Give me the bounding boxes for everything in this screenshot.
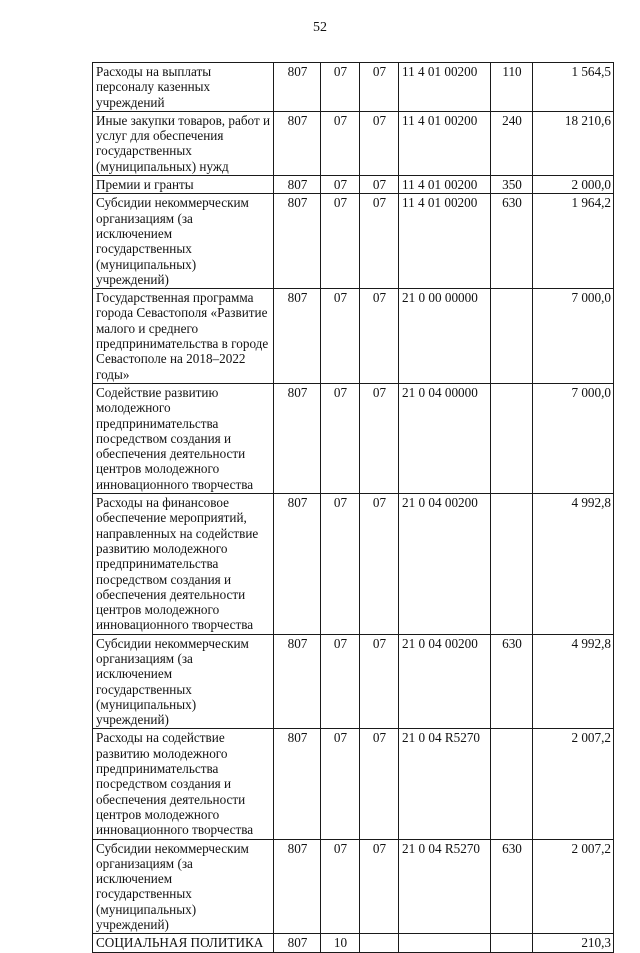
row-name: Содействие развитию молодежного предпринимательства посредством создания и обеспечения деятельности центров молодежного инновационного творчества: [93, 383, 274, 493]
budget-table: [92, 62, 614, 953]
row-vr: 350: [491, 176, 533, 194]
table-row: [93, 494, 614, 635]
row-amount: 4 992,8: [533, 634, 614, 729]
row-pr: 07: [360, 494, 399, 635]
row-csr: 21 0 04 00200: [399, 634, 491, 729]
row-pr: 07: [360, 383, 399, 493]
row-amount: 4 992,8: [533, 494, 614, 635]
row-ved: 807: [274, 383, 321, 493]
row-rz: 07: [321, 176, 360, 194]
row-rz: 07: [321, 383, 360, 493]
row-rz: 07: [321, 289, 360, 384]
table-row: [93, 839, 614, 934]
row-rz: 07: [321, 839, 360, 934]
row-vr: 630: [491, 839, 533, 934]
row-vr: [491, 934, 533, 952]
row-pr: 07: [360, 729, 399, 839]
row-csr: 21 0 04 00200: [399, 494, 491, 635]
row-csr: 21 0 04 00000: [399, 383, 491, 493]
row-name: Субсидии некоммерческим организациям (за исключением государственных (муниципальных) учреждений): [93, 839, 274, 934]
row-amount: 18 210,6: [533, 111, 614, 175]
row-name: Иные закупки товаров, работ и услуг для обеспечения государственных (муниципальных) нужд: [93, 111, 274, 175]
row-amount: 7 000,0: [533, 383, 614, 493]
row-name: Премии и гранты: [93, 176, 274, 194]
row-csr: 11 4 01 00200: [399, 194, 491, 289]
row-pr: 07: [360, 194, 399, 289]
page-number: 52: [313, 20, 327, 35]
row-name: Государственная программа города Севастополя «Развитие малого и среднего предпринимательства в городе Севастополе на 2018–2022 годы»: [93, 289, 274, 384]
row-rz: 07: [321, 111, 360, 175]
row-pr: 07: [360, 289, 399, 384]
row-amount: 1 964,2: [533, 194, 614, 289]
table-row: [93, 194, 614, 289]
row-name: Расходы на финансовое обеспечение мероприятий, направленных на содействие развитию молодежного предпринимательства посредством создания и обеспечения деятельности центров молодежного инновационного творчества: [93, 494, 274, 635]
row-ved: 807: [274, 63, 321, 112]
row-pr: [360, 934, 399, 952]
row-vr: 110: [491, 63, 533, 112]
row-pr: 07: [360, 839, 399, 934]
row-name: Расходы на выплаты персоналу казенных учреждений: [93, 63, 274, 112]
row-ved: 807: [274, 729, 321, 839]
row-name: Субсидии некоммерческим организациям (за исключением государственных (муниципальных) учреждений): [93, 634, 274, 729]
row-csr: [399, 934, 491, 952]
row-rz: 07: [321, 634, 360, 729]
row-amount: 2 007,2: [533, 839, 614, 934]
table-row: [93, 289, 614, 384]
table-row: [93, 729, 614, 839]
row-vr: 240: [491, 111, 533, 175]
table-row: [93, 176, 614, 194]
row-amount: 1 564,5: [533, 63, 614, 112]
row-csr: 11 4 01 00200: [399, 111, 491, 175]
row-ved: 807: [274, 111, 321, 175]
row-amount: 2 000,0: [533, 176, 614, 194]
row-vr: [491, 289, 533, 384]
row-vr: 630: [491, 634, 533, 729]
row-csr: 21 0 00 00000: [399, 289, 491, 384]
row-name: СОЦИАЛЬНАЯ ПОЛИТИКА: [93, 934, 274, 952]
row-vr: [491, 383, 533, 493]
row-vr: [491, 729, 533, 839]
table-row: [93, 383, 614, 493]
row-name: Субсидии некоммерческим организациям (за исключением государственных (муниципальных) учреждений): [93, 194, 274, 289]
row-ved: 807: [274, 289, 321, 384]
row-pr: 07: [360, 63, 399, 112]
row-pr: 07: [360, 634, 399, 729]
row-ved: 807: [274, 934, 321, 952]
row-ved: 807: [274, 494, 321, 635]
row-ved: 807: [274, 176, 321, 194]
row-vr: [491, 494, 533, 635]
table-row: [93, 934, 614, 952]
row-rz: 07: [321, 63, 360, 112]
row-rz: 07: [321, 194, 360, 289]
row-amount: 7 000,0: [533, 289, 614, 384]
row-name: Расходы на содействие развитию молодежного предпринимательства посредством создания и обеспечения деятельности центров молодежного инновационного творчества: [93, 729, 274, 839]
row-pr: 07: [360, 176, 399, 194]
row-csr: 21 0 04 R5270: [399, 839, 491, 934]
row-csr: 11 4 01 00200: [399, 176, 491, 194]
table-row: [93, 63, 614, 112]
row-rz: 07: [321, 494, 360, 635]
table-row: [93, 111, 614, 175]
row-ved: 807: [274, 194, 321, 289]
row-vr: 630: [491, 194, 533, 289]
row-ved: 807: [274, 634, 321, 729]
row-csr: 21 0 04 R5270: [399, 729, 491, 839]
row-rz: 10: [321, 934, 360, 952]
row-rz: 07: [321, 729, 360, 839]
table-row: [93, 634, 614, 729]
row-pr: 07: [360, 111, 399, 175]
row-ved: 807: [274, 839, 321, 934]
row-csr: 11 4 01 00200: [399, 63, 491, 112]
row-amount: 2 007,2: [533, 729, 614, 839]
row-amount: 210,3: [533, 934, 614, 952]
